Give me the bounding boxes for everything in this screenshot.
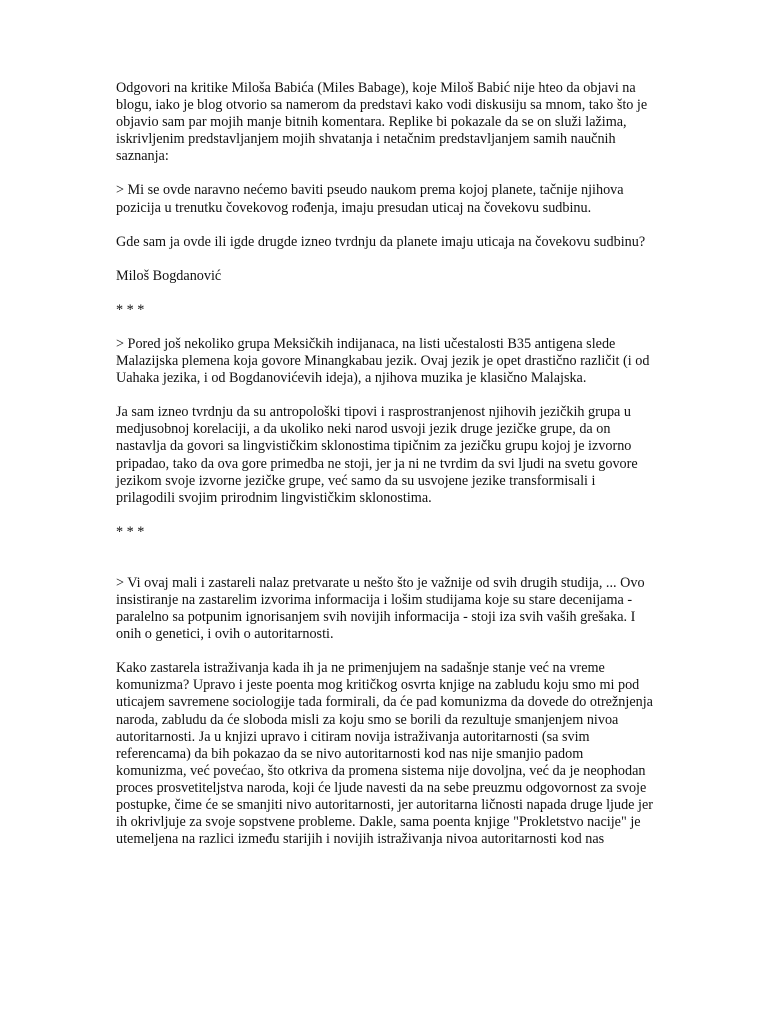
reply-paragraph-language: Ja sam izneo tvrdnju da su antropološki tipovi i rasprostranjenost njihovih jezičkih grupa u medjusobnoj korelaciji, a da ukoliko neki narod usvoji jezik druge jezičke grupe, da on nastavlja da govori sa lingvističkim sklonostima tipičnim za jezičku grupu kojoj je izvorno pripadao, tako da ova gore primedba ne stoji, jer ja ni ne tvrdim da svi ljudi na svetu govore jezikom svoje izvorne jezičke grupe, već samo da su usvojene jezike transformisali i prilagodili svojim prirodnim lingvističkim sklonostima. <box>116 404 638 506</box>
section-separator: * * * <box>116 301 145 318</box>
reply-paragraph-authoritarianism: Kako zastarela istraživanja kada ih ja ne primenjujem na sadašnje stanje već na vreme komunizma? Upravo i jeste poenta mog kritičkog osvrta knjige na zabludu koju smo mi pod uticajem savremene sociologije tada formirali, da će pad komunizma da dovede do otrežnjenja naroda, zabludu da će sloboda misli za koju smo se borili da rezultuje smanjenjem nivoa autoritarnosti. Ja u knjizi upravo i citiram novija istraživanja autoritarnosti (sa svim referencama) da bih pokazao da se nivo autoritarnosti kod nas nije smanjio padom komunizma, već povećao, što otkriva da promena sistema nije dovoljna, već da je neophodan proces prosvetiteljstva naroda, koji će ljude navesti da na sebe preuzmu odgovornost za svoje postupke, čime će se smanjiti nivo autoritarnosti, jer autoritarna ličnosti napada druge ljude jer ih okrivljuje za svoje sopstvene probleme. Dakle, sama poenta knjige "Prokletstvo nacije" je utemeljena na razlici između starijih i novijih istraživanja nivoa autoritarnosti kod nas <box>116 660 653 848</box>
quoted-claim-planets: > Mi se ovde naravno nećemo baviti pseudo naukom prema kojoj planete, tačnije njihova pozicija u trenutku čovekovog rođenja, imaju presudan uticaj na čovekovu sudbinu. <box>116 182 624 216</box>
quoted-claim-outdated-studies: > Vi ovaj mali i zastareli nalaz pretvarate u nešto što je važnije od svih drugih studija, ... Ovo insistiranje na zastarelim izvorima informacija i lošim studijama koje su stare decenijama - paralelno sa potpunim ignorisanjem svih novijih informacija - stoji iza svih vaših grešaka. I onih o genetici, i ovih o autoritarnosti. <box>116 574 645 643</box>
intro-paragraph: Odgovori na kritike Miloša Babića (Miles Babage), koje Miloš Babić nije hteo da objavi na blogu, iako je blog otvorio sa namerom da predstavi kako vodi diskusiju sa mnom, tako što je objavio sam par mojih manje bitnih komentara. Replike bi pokazale da se on služi lažima, iskrivljenim predstavljanjem mojih shvatanja i netačnim predstavljanjem samih naučnih saznanja: <box>116 80 648 165</box>
quoted-claim-antigen: > Pored još nekoliko grupa Meksičkih indijanaca, na listi učestalosti B35 antigena slede Malazijska plemena koja govore Minangkabau jezik. Ovaj jezik je opet drastično različit (i od Uahaka jezika, i od Bogdanovićevih ideja), a njihova muzika je klasično Malajska. <box>116 335 650 387</box>
reply-paragraph-planets: Gde sam ja ovde ili igde drugde izneo tvrdnju da planete imaju uticaja na čovekovu sudbinu? <box>116 233 646 250</box>
document-page <box>116 80 656 865</box>
author-signature: Miloš Bogdanović <box>116 267 222 284</box>
section-separator: * * * <box>116 523 145 540</box>
